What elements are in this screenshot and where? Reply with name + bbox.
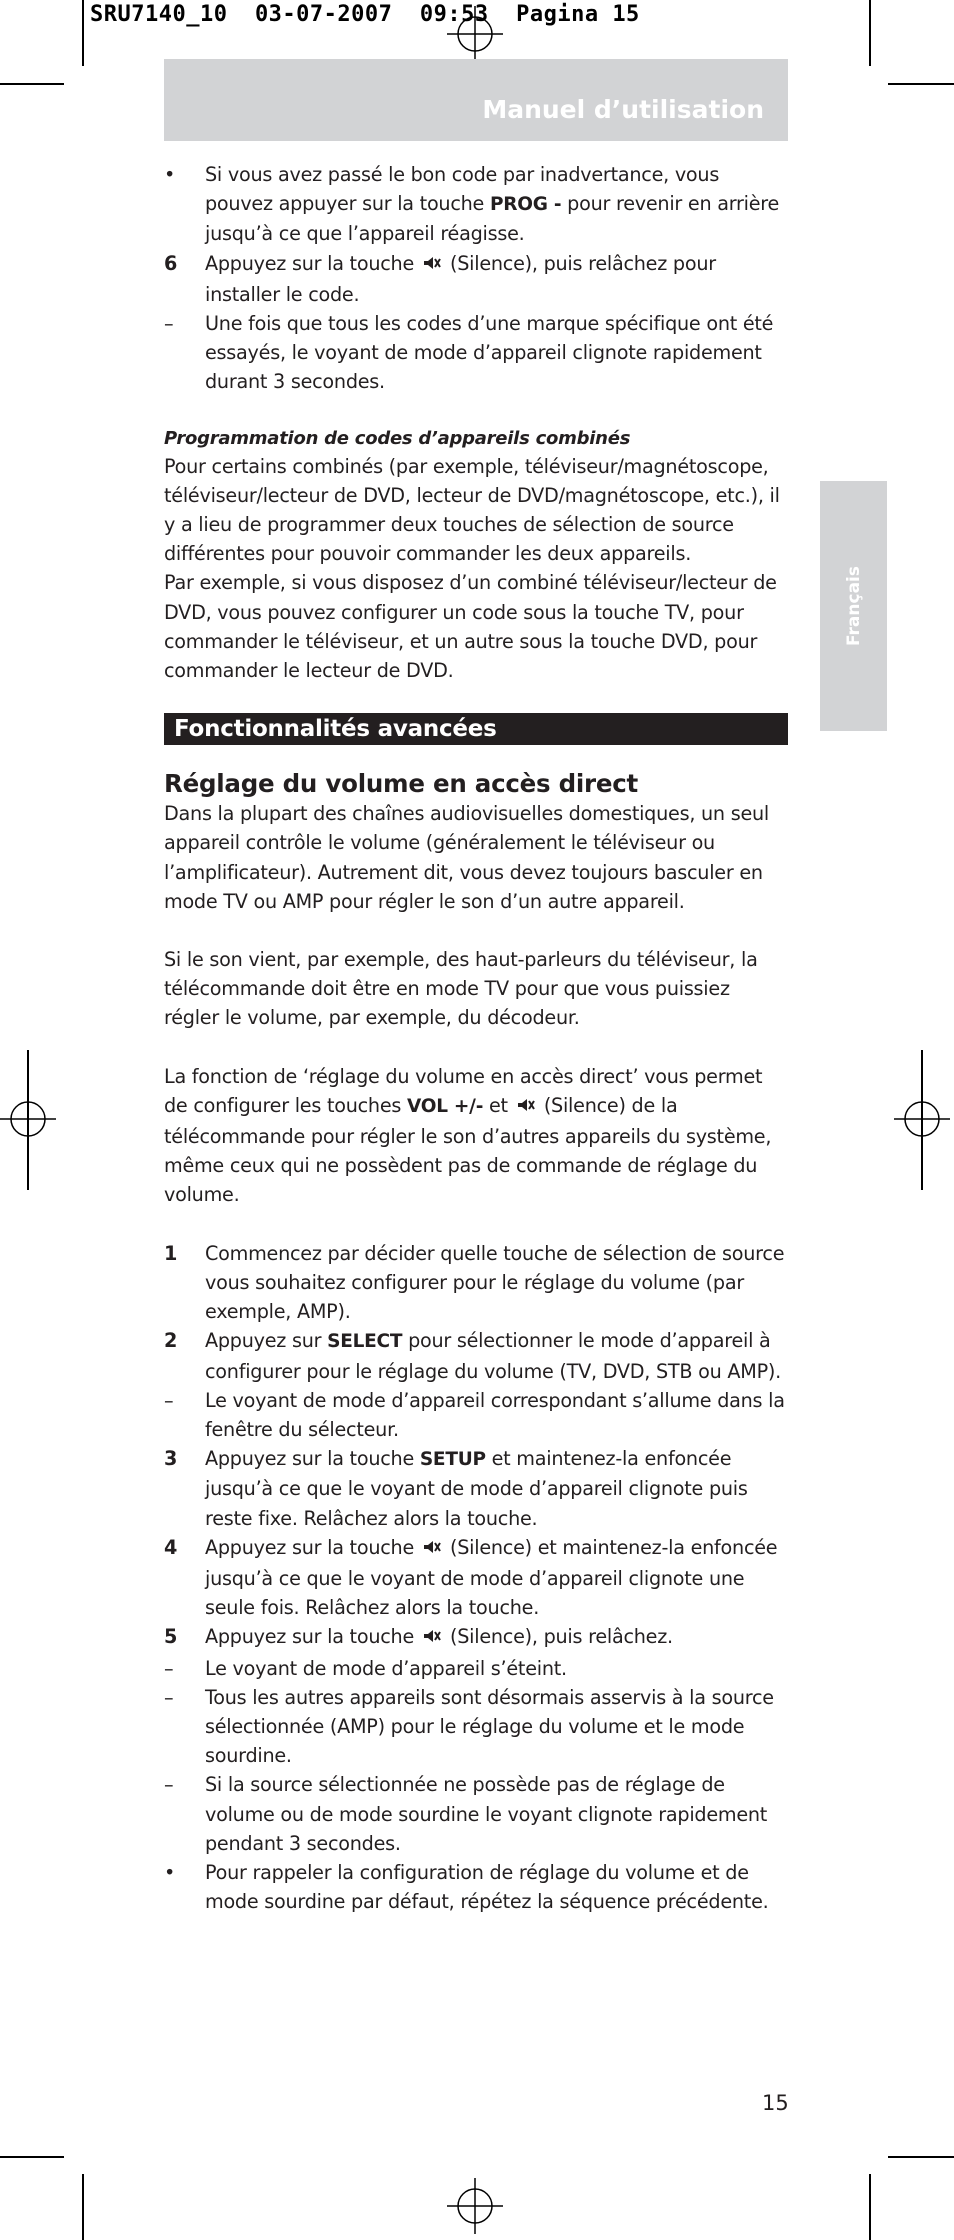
registration-mark-icon bbox=[447, 6, 503, 62]
list-item-text bbox=[205, 1622, 790, 1653]
text-run: Appuyez sur la touche bbox=[205, 1625, 414, 1649]
key-name: SELECT bbox=[327, 1331, 403, 1353]
list-item bbox=[164, 1386, 790, 1444]
dash-marker: – bbox=[164, 1773, 174, 1797]
page-number: 15 bbox=[762, 2091, 789, 2115]
list-item bbox=[164, 1239, 790, 1327]
combined-heading: Programmation de codes d’appareils combinés bbox=[164, 427, 631, 449]
text-run: Appuyez sur la touche bbox=[205, 1535, 414, 1559]
text-run: et bbox=[483, 1093, 508, 1117]
text-run: pour revenir en arrière jusqu’à ce que l’appareil réagisse. bbox=[205, 192, 780, 246]
text-run: Appuyez sur la touche bbox=[205, 1447, 420, 1471]
text-run: (Silence) et maintenez-la enfoncée jusqu’à ce que le voyant de mode d’appareil clignote une seule fois. Relâchez alors la touche. bbox=[205, 1535, 778, 1620]
paragraph: Pour certains combinés (par exemple, téléviseur/magnétoscope, téléviseur/lecteur de DVD, lecteur de DVD/magnétoscope, etc.), il y a lieu de programmer deux touches de sélection de source différentes pour pouvoir commander les deux appareils. bbox=[164, 454, 780, 566]
dash-marker: – bbox=[164, 1388, 174, 1412]
section-title: Fonctionnalités avancées bbox=[164, 713, 788, 745]
crop-mark bbox=[0, 83, 64, 85]
paragraph: Si le son vient, par exemple, des haut-parleurs du téléviseur, la télécommande doit être en mode TV pour que vous puissiez régler le volume, par exemple, du décodeur. bbox=[164, 948, 758, 1030]
crop-mark bbox=[869, 2174, 871, 2240]
crop-mark bbox=[27, 1050, 29, 1190]
list-item-text: Une fois que tous les codes d’une marque spécifique ont été essayés, le voyant de mode d’appareil clignote rapidement durant 3 secondes. bbox=[205, 312, 774, 394]
paragraph bbox=[164, 1062, 790, 1210]
list-item-text bbox=[205, 249, 790, 309]
list-item bbox=[164, 160, 790, 249]
dash-marker: – bbox=[164, 312, 174, 336]
key-name: SETUP bbox=[419, 1449, 486, 1471]
list-item-text bbox=[205, 160, 790, 249]
paragraph: Par exemple, si vous disposez d’un combiné téléviseur/lecteur de DVD, vous pouvez configurer un code sous la touche TV, pour commander le téléviseur, et un autre sous la touche DVD, pour commander le lecteur de DVD. bbox=[164, 571, 777, 683]
list-item-text bbox=[205, 1533, 790, 1623]
paragraph: Dans la plupart des chaînes audiovisuelles domestiques, un seul appareil contrôle le volume (généralement le téléviseur ou l’amplificateur). Autrement dit, vous devez toujours basculer en mode TV ou AMP pour régler le son d’un autre appareil. bbox=[164, 802, 769, 913]
list-item-text: Si la source sélectionnée ne possède pas de réglage de volume ou de mode sourdine le voyant clignote rapidement pendant 3 secondes. bbox=[205, 1773, 768, 1855]
manual-title: Manuel d’utilisation bbox=[482, 95, 764, 124]
crop-mark bbox=[921, 1050, 923, 1190]
step-number: 4 bbox=[164, 1535, 178, 1559]
crop-mark bbox=[888, 2156, 954, 2158]
list-item bbox=[164, 1444, 790, 1533]
list-item bbox=[164, 309, 790, 397]
key-name: PROG - bbox=[489, 194, 562, 216]
list-item bbox=[164, 1770, 790, 1858]
crop-mark bbox=[869, 0, 871, 66]
manual-title-bar bbox=[164, 59, 788, 141]
list-item bbox=[164, 1858, 790, 1916]
list-item bbox=[164, 1654, 790, 1683]
crop-mark bbox=[82, 2174, 84, 2240]
text-run: (Silence) de la télécommande pour régler le son d’autres appareils du système, même ceux qui ne possèdent pas de commande de réglage du volume. bbox=[164, 1093, 772, 1207]
text-run: La fonction de ‘réglage du volume en accès direct’ vous permet de configurer les touches bbox=[164, 1064, 763, 1117]
list-item-text: Pour rappeler la configuration de réglage du volume et de mode sourdine par défaut, répétez la séquence précédente. bbox=[205, 1860, 769, 1914]
list-item-text: Le voyant de mode d’appareil correspondant s’allume dans la fenêtre du sélecteur. bbox=[205, 1388, 785, 1441]
volume-heading: Réglage du volume en accès direct bbox=[164, 769, 638, 799]
text-run: Si vous avez passé le bon code par inadvertance, vous pouvez appuyer sur la touche bbox=[205, 163, 720, 216]
list-item-text: Commencez par décider quelle touche de sélection de source vous souhaitez configurer pour le réglage du volume (par exemple, AMP). bbox=[205, 1241, 785, 1324]
step-number: 2 bbox=[164, 1329, 178, 1353]
key-name: VOL +/- bbox=[406, 1095, 484, 1117]
text-run: et maintenez-la enfoncée jusqu’à ce que le voyant de mode d’appareil clignote puis reste fixe. Relâchez alors la touche. bbox=[205, 1447, 748, 1530]
step-number: 6 bbox=[164, 251, 178, 275]
text-run: pour sélectionner le mode d’appareil à configurer pour le réglage du volume (TV, DVD, STB ou AMP). bbox=[205, 1329, 781, 1383]
mute-speaker-icon bbox=[414, 251, 450, 280]
page-content bbox=[164, 160, 790, 1916]
text-run: Appuyez sur bbox=[205, 1329, 328, 1353]
list-item-text bbox=[205, 1444, 790, 1533]
mute-speaker-icon bbox=[414, 1624, 450, 1653]
language-tab bbox=[820, 481, 887, 731]
list-item bbox=[164, 1683, 790, 1771]
crop-mark bbox=[888, 83, 954, 85]
list-item-text: Le voyant de mode d’appareil s’éteint. bbox=[205, 1656, 567, 1680]
list-item-text bbox=[205, 1326, 790, 1385]
registration-mark-icon bbox=[447, 2178, 503, 2234]
text-run: Appuyez sur la touche bbox=[205, 251, 414, 275]
text-run: (Silence), puis relâchez pour installer le code. bbox=[205, 251, 716, 306]
step-number: 1 bbox=[164, 1241, 178, 1265]
list-item bbox=[164, 1622, 790, 1653]
bullet-marker: • bbox=[164, 1860, 176, 1884]
list-item bbox=[164, 249, 790, 309]
step-number: 3 bbox=[164, 1447, 178, 1471]
crop-mark bbox=[82, 0, 84, 66]
list-item bbox=[164, 1533, 790, 1623]
language-tab-label: Français bbox=[843, 566, 864, 646]
print-header: SRU7140_10 03-07-2007 09:53 Pagina 15 bbox=[90, 2, 640, 27]
text-run: (Silence), puis relâchez. bbox=[450, 1625, 673, 1649]
list-item bbox=[164, 1326, 790, 1385]
dash-marker: – bbox=[164, 1656, 174, 1680]
dash-marker: – bbox=[164, 1685, 174, 1709]
list-item-text: Tous les autres appareils sont désormais asservis à la source sélectionnée (AMP) pour le réglage du volume et le mode sourdine. bbox=[205, 1685, 774, 1768]
step-number: 5 bbox=[164, 1625, 178, 1649]
mute-speaker-icon bbox=[508, 1093, 544, 1122]
mute-speaker-icon bbox=[414, 1535, 450, 1564]
crop-mark bbox=[0, 2156, 64, 2158]
bullet-marker: • bbox=[164, 163, 176, 186]
